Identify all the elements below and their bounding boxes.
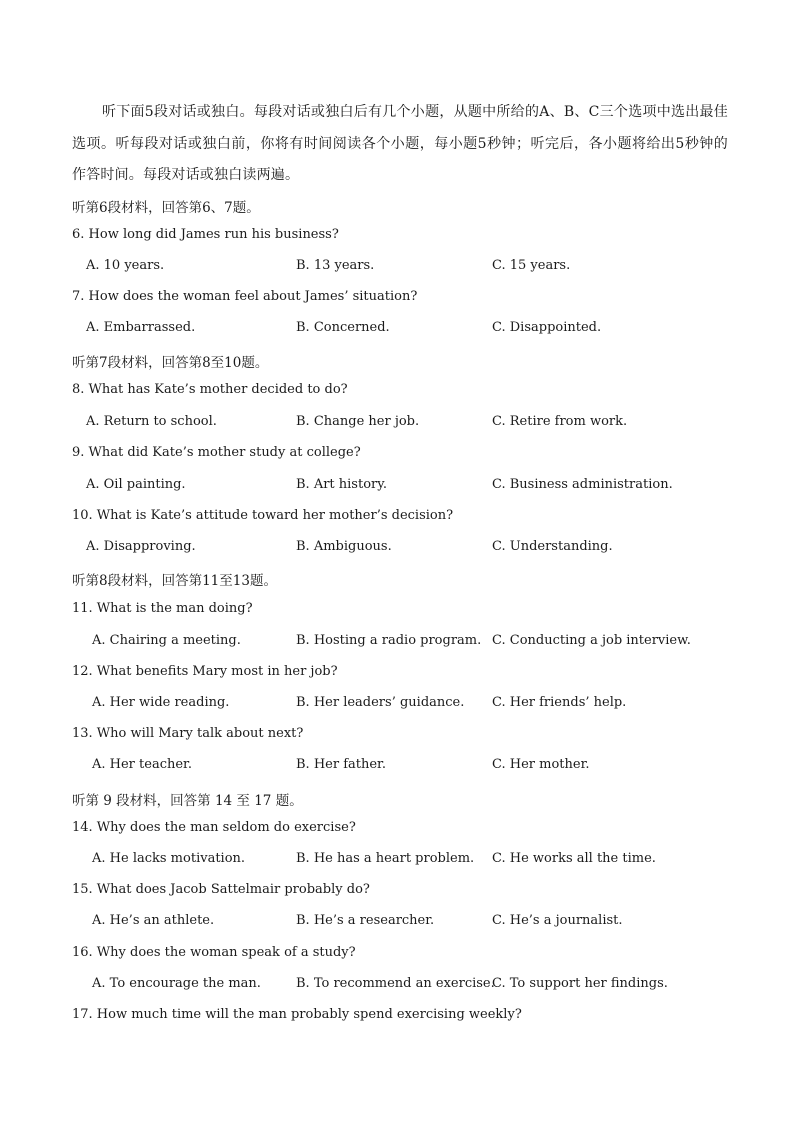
option-b: B. 13 years. (296, 258, 375, 273)
section-header: 听第8段材料，回答第11至13题。 (72, 573, 277, 589)
option-b: B. Art history. (296, 477, 387, 492)
option-a: A. Oil painting. (86, 477, 186, 492)
option-c: C. Her friends’ help. (492, 695, 627, 710)
question-text: 7. How does the woman feel about James’ situation? (72, 289, 418, 304)
option-b: B. Concerned. (296, 320, 390, 335)
question-text: 6. How long did James run his business? (72, 227, 339, 242)
option-c: C. Conducting a job interview. (492, 633, 691, 648)
question-text: 12. What benefits Mary most in her job? (72, 664, 338, 679)
option-a: A. Her teacher. (92, 757, 192, 772)
section-header: 听第7段材料，回答第8至10题。 (72, 355, 269, 371)
option-c: C. Disappointed. (492, 320, 602, 335)
question-text: 15. What does Jacob Sattelmair probably do? (72, 882, 370, 897)
option-b: B. Hosting a radio program. (296, 633, 482, 648)
option-c: C. Business administration. (492, 477, 673, 492)
option-c: C. Understanding. (492, 539, 613, 554)
option-c: C. Retire from work. (492, 414, 628, 429)
option-b: B. Ambiguous. (296, 539, 392, 554)
option-b: B. Her father. (296, 757, 386, 772)
option-a: A. Disapproving. (86, 539, 196, 554)
section-header: 听第6段材料，回答第6、7题。 (72, 200, 260, 216)
option-c: C. 15 years. (492, 258, 571, 273)
question-text: 13. Who will Mary talk about next? (72, 726, 304, 741)
question-text: 17. How much time will the man probably spend exercising weekly? (72, 1007, 522, 1022)
option-c: C. He works all the time. (492, 851, 656, 866)
question-text: 16. Why does the woman speak of a study? (72, 945, 356, 960)
question-text: 10. What is Kate’s attitude toward her mother’s decision? (72, 508, 454, 523)
option-b: B. To recommend an exercise. (296, 976, 495, 991)
question-text: 14. Why does the man seldom do exercise? (72, 820, 356, 835)
section-header: 听第 9 段材料，回答第 14 至 17 题。 (72, 793, 303, 809)
instructions-paragraph: 听下面5段对话或独白。每段对话或独白后有几个小题，从题中所给的A、B、C三个选项中选出最佳选项。听每段对话或独白前，你将有时间阅读各个小题，每小题5秒钟；听完后，各小题将给出5秒钟的作答时间。每段对话或独白读两遍。 (72, 104, 728, 183)
option-b: B. Change her job. (296, 414, 420, 429)
question-text: 9. What did Kate’s mother study at college? (72, 445, 361, 460)
option-c: C. He’s a journalist. (492, 913, 623, 928)
option-c: C. To support her findings. (492, 976, 668, 991)
question-text: 11. What is the man doing? (72, 601, 253, 616)
option-b: B. Her leaders’ guidance. (296, 695, 465, 710)
option-a: A. Chairing a meeting. (92, 633, 241, 648)
option-a: A. To encourage the man. (92, 976, 261, 991)
option-a: A. Return to school. (86, 414, 217, 429)
option-a: A. He lacks motivation. (92, 851, 246, 866)
option-a: A. 10 years. (86, 258, 165, 273)
option-a: A. Her wide reading. (92, 695, 230, 710)
option-b: B. He has a heart problem. (296, 851, 475, 866)
option-c: C. Her mother. (492, 757, 590, 772)
option-b: B. He’s a researcher. (296, 913, 435, 928)
question-text: 8. What has Kate’s mother decided to do? (72, 382, 348, 397)
option-a: A. Embarrassed. (86, 320, 196, 335)
option-a: A. He’s an athlete. (92, 913, 215, 928)
